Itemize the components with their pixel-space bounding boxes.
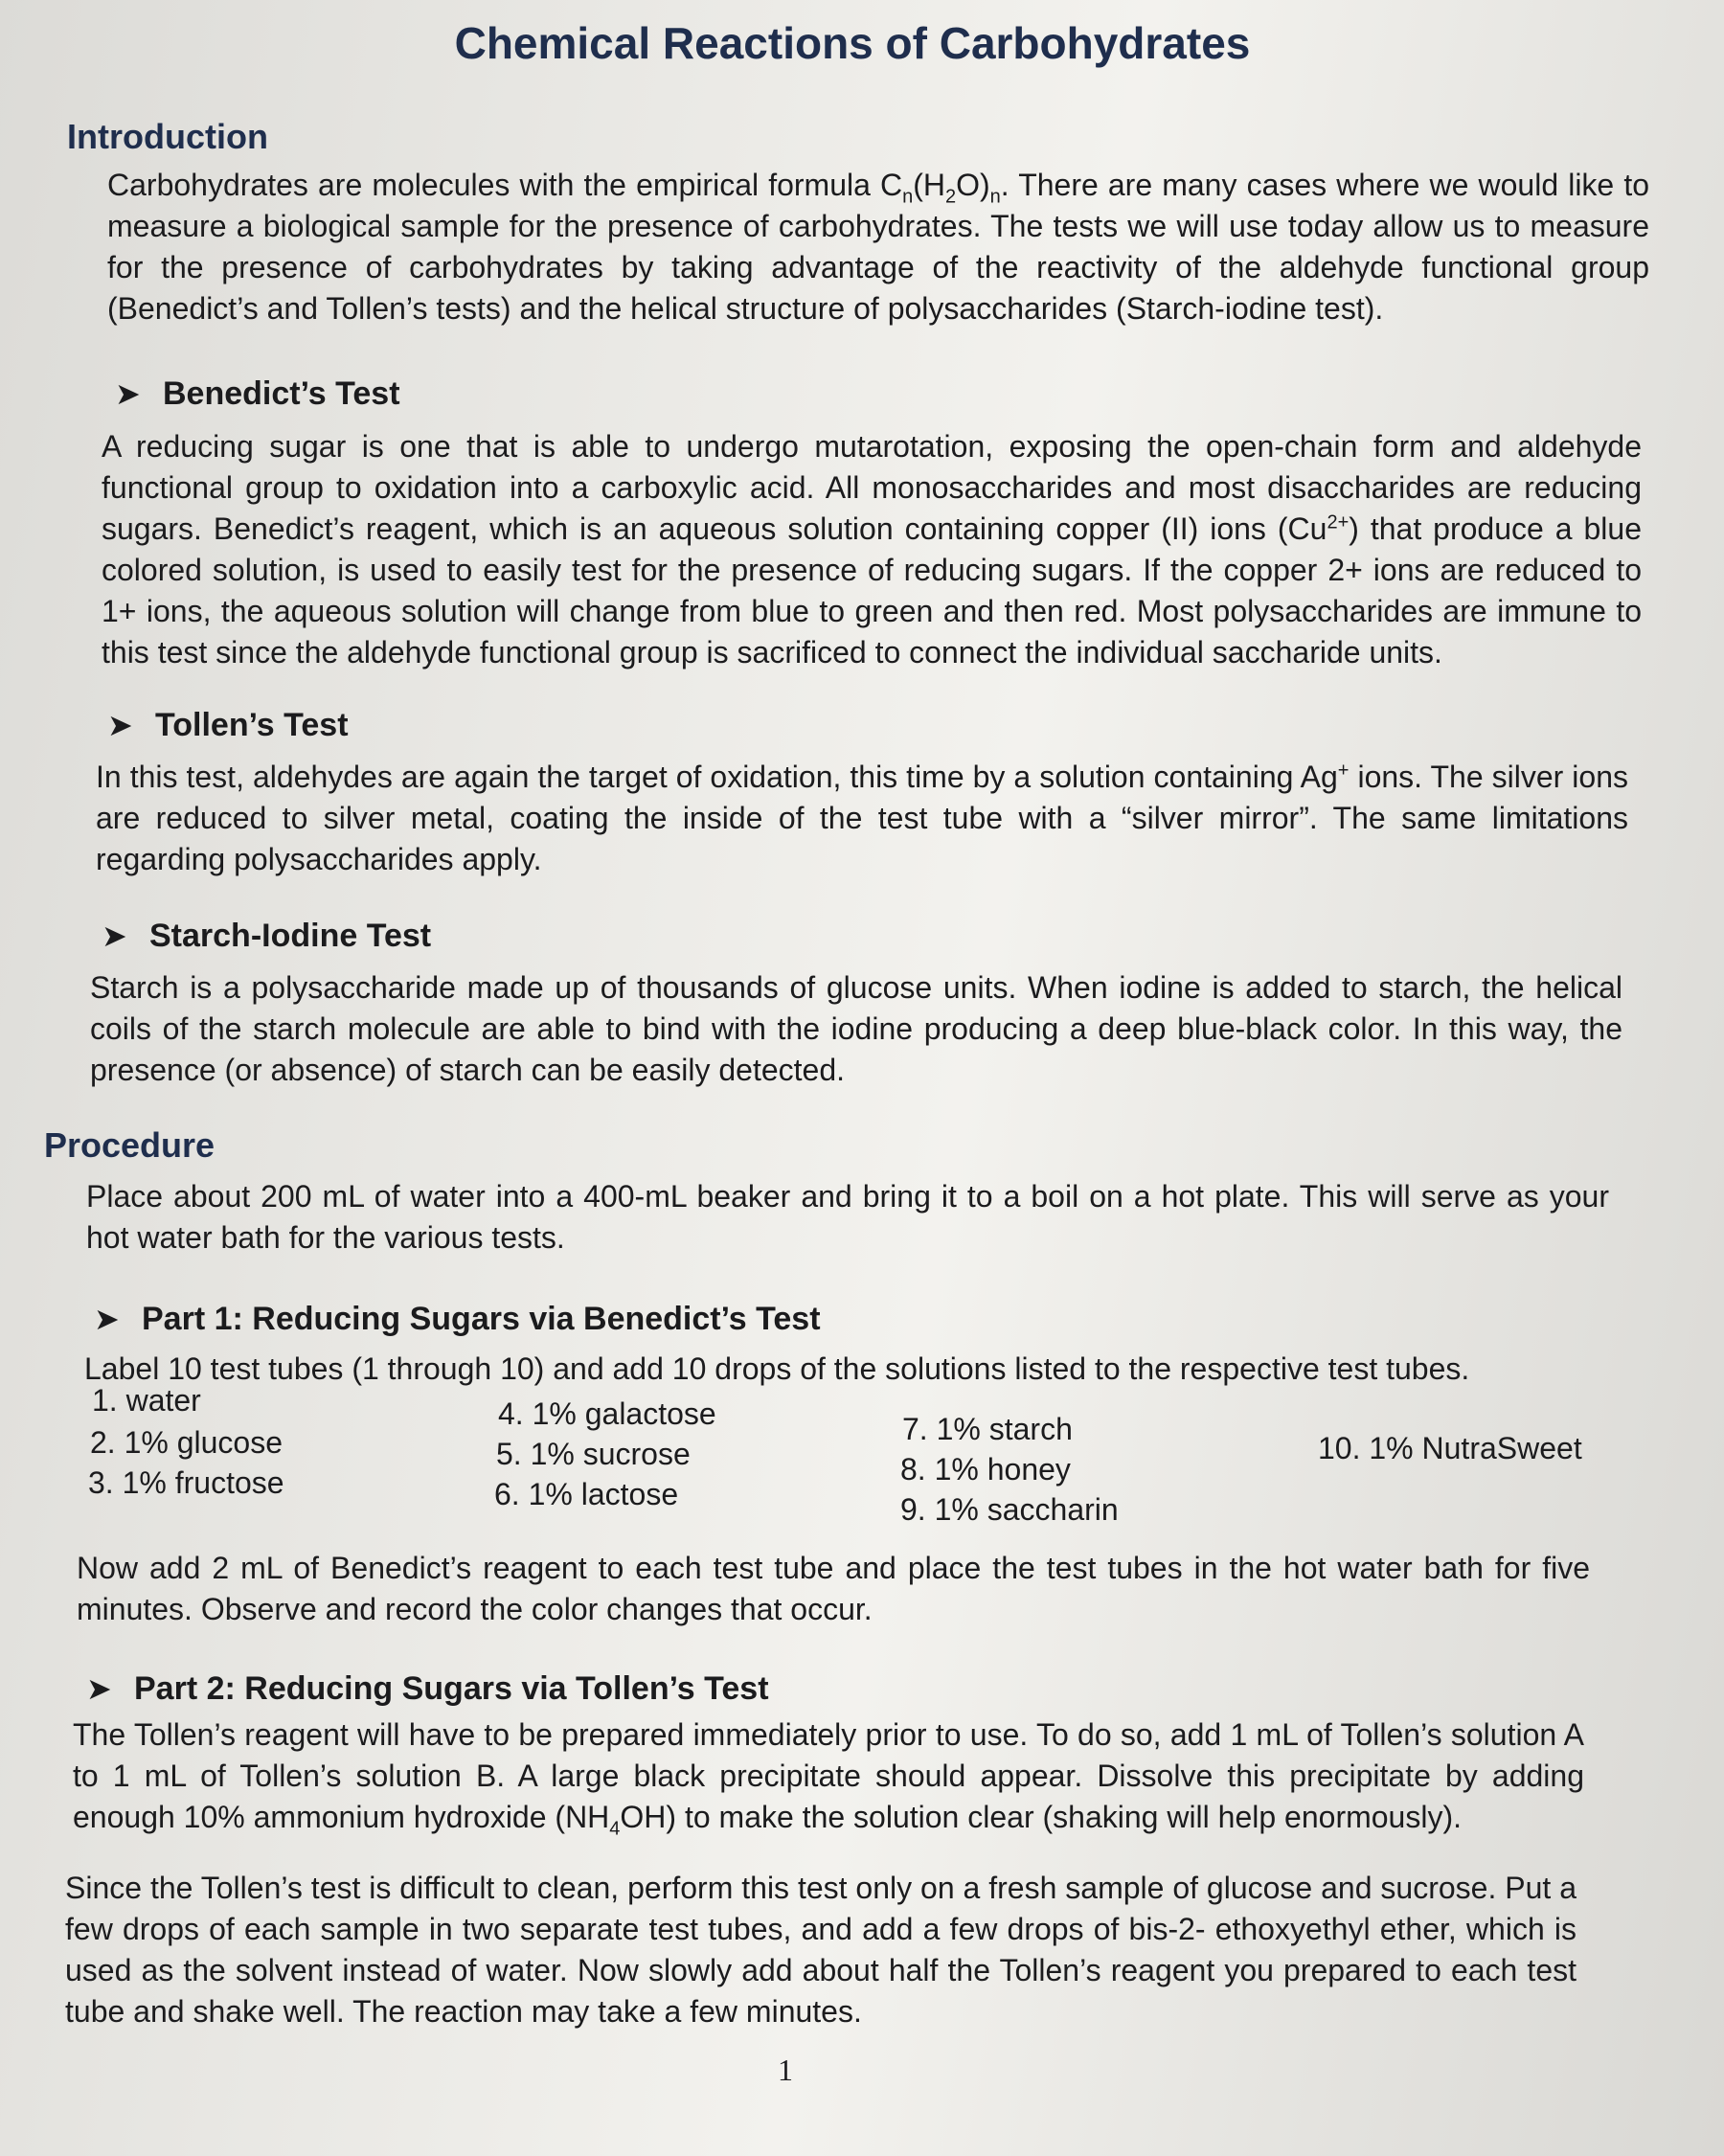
page-number: 1 [778,2053,793,2087]
list-item: 5. 1% sucrose [496,1437,691,1471]
list-item: 4. 1% galactose [498,1396,716,1431]
list-item: 8. 1% honey [900,1452,1071,1487]
list-item: 7. 1% starch [902,1412,1073,1446]
procedure-paragraph: Place about 200 mL of water into a 400-mL beaker and bring it to a boil on a hot plate. This will serve as your hot water bath for the various tests. [86,1179,1609,1255]
tollens-paragraph: In this test, aldehydes are again the target of oxidation, this time by a solution containing Ag+ ions. The silver ions are reduced to silver metal, coating the inside of the test tube with a “silver mirror”. The same limitations regarding polysaccharides apply. [96,760,1628,876]
part1-intro-paragraph: Label 10 test tubes (1 through 10) and add 10 drops of the solutions listed to the respective test tubes. [84,1351,1470,1386]
arrow-bullet-icon: ➤ [115,376,141,411]
list-item: 6. 1% lactose [494,1477,679,1511]
starch-iodine-paragraph: Starch is a polysaccharide made up of thousands of glucose units. When iodine is added to starch, the helical coils of the starch molecule are able to bind with the iodine producing a deep blue-black color. In this way, the presence (or absence) of starch can be easily detected. [90,970,1622,1087]
list-item: 9. 1% saccharin [900,1492,1119,1527]
page-title: Chemical Reactions of Carbohydrates [454,18,1251,68]
list-item: 1. water [92,1383,201,1418]
list-item: 3. 1% fructose [88,1465,284,1500]
arrow-bullet-icon: ➤ [94,1302,120,1336]
arrow-bullet-icon: ➤ [102,919,127,953]
part1-heading: ➤ Part 1: Reducing Sugars via Benedict’s Test [94,1301,821,1337]
part1-after-paragraph: Now add 2 mL of Benedict’s reagent to each test tube and place the test tubes in the hot water bath for five minutes. Observe and record the color changes that occur. [77,1551,1590,1626]
list-item: 10. 1% NutraSweet [1318,1431,1582,1465]
benedicts-paragraph: A reducing sugar is one that is able to undergo mutarotation, exposing the open-chain form and aldehyde functional group to oxidation into a carboxylic acid. All monosaccharides and most disaccharides are reducing sugars. Benedict’s reagent, which is an aqueous solution containing copper (II) ions $(Cu^{2+})$ that produce a blue colored solution, is used to easily test for the presence of reducing sugars. If the copper 2+ ions are reduced to 1+ ions, the aqueous solution will change from blue to green and then red. Most polysaccharides are immune to this test since the aldehyde functional group is sacrificed to connect the individual saccharide units. [102,429,1643,669]
arrow-bullet-icon: ➤ [107,708,133,742]
procedure-heading: Procedure [44,1125,216,1165]
introduction-paragraph: Carbohydrates are molecules with the empirical formula $C_n(H_2O)_n$. There are many cases where we would like to measure a biological sample for the presence of carbohydrates. The tests we will use today allow us to measure for the presence of carbohydrates by taking advantage of the reactivity of the aldehyde functional group (Benedict’s and Tollen’s tests) and the helical structure of polysaccharides (Starch-iodine test). [107,168,1649,326]
benedicts-test-heading: ➤ Benedict’s Test [115,375,400,412]
arrow-bullet-icon: ➤ [86,1671,112,1706]
starch-iodine-test-heading: ➤ Starch-Iodine Test [102,918,432,954]
part2-paragraph-1: The Tollen’s reagent will have to be prepared immediately prior to use. To do so, add 1 mL of Tollen’s solution A to 1 mL of Tollen’s solution B. A large black precipitate should appear. Dissolve this precipitate by adding enough 10% ammonium hydroxide $(NH_4OH)$ to make the solution clear (shaking will help enormously). [73,1717,1584,1840]
tollens-test-heading: ➤ Tollen’s Test [107,707,349,743]
introduction-heading: Introduction [67,117,268,156]
part2-heading: ➤ Part 2: Reducing Sugars via Tollen’s Test [86,1670,769,1707]
part2-paragraph-2: Since the Tollen’s test is difficult to clean, perform this test only on a fresh sample of glucose and sucrose. Put a few drops of each sample in two separate test tubes, and add a few drops of bis-2- ethoxyethyl ether, which is used as the solvent instead of water. Now slowly add about half the Tollen’s reagent you prepared to each test tube and shake well. The reaction may take a few minutes. [65,1871,1577,2029]
list-item: 2. 1% glucose [90,1425,284,1460]
